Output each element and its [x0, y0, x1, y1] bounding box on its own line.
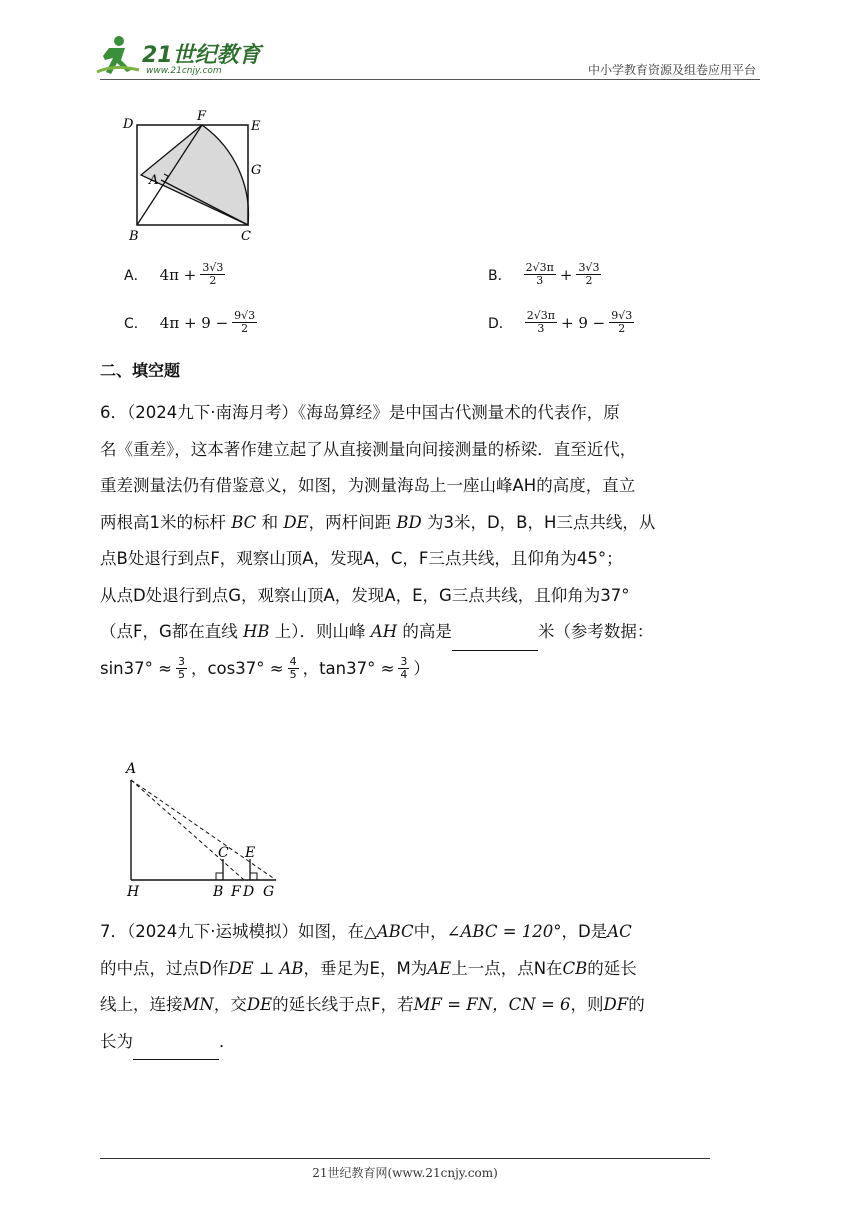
- math-ABC: ABC: [376, 922, 414, 941]
- text: 的延长线于点F，若: [272, 995, 414, 1014]
- denominator: 5: [289, 668, 297, 682]
- label-G: G: [251, 163, 262, 178]
- text: 上一点，点N在: [451, 958, 563, 978]
- denominator: 2: [585, 274, 593, 288]
- text: ，两杆间距: [308, 512, 392, 532]
- denominator: 4: [400, 668, 408, 682]
- q6-line-8: [100, 651, 762, 688]
- q7-line-1: [100, 914, 762, 951]
- option-label: D．: [488, 315, 513, 332]
- fraction-tan: [398, 656, 409, 681]
- q7-line-4: [100, 1024, 762, 1061]
- option-c-expr: [160, 310, 257, 335]
- option-d-expr: [525, 310, 634, 335]
- text: （点F，G都在直线: [100, 622, 238, 641]
- text: sin37° ≈: [100, 658, 172, 678]
- math-DE-perp-AB: DE ⊥ AB: [228, 958, 304, 978]
- math-angle-ABC: ∠ABC = 120°: [446, 922, 562, 941]
- q6-line-6: 从点D处退行到点G，观察山顶A，发现A，E，G三点共线，且仰角为37°: [100, 585, 630, 605]
- label-A: A: [149, 173, 159, 188]
- expr-lead: 4π + 9 −: [159, 313, 229, 332]
- text: ，tan37° ≈: [302, 658, 395, 678]
- text: ，垂足为E，M为: [303, 958, 428, 978]
- fraction-sin: [176, 656, 187, 681]
- denominator: 2: [241, 322, 249, 336]
- q6-line-3: 重差测量法仍有借鉴意义，如图，为测量海岛上一座山峰AH的高度，直立: [100, 476, 636, 495]
- math-AH: AH: [370, 622, 398, 641]
- numerator: 2√3π: [525, 261, 554, 274]
- fraction: [232, 310, 257, 335]
- numerator: 3√3: [578, 261, 600, 274]
- page-header: [0, 0, 860, 90]
- right-angle-D: [250, 873, 257, 880]
- logo-text: 21世纪教育: [142, 43, 261, 68]
- label-G: G: [263, 884, 275, 900]
- q7-line-3: [100, 987, 762, 1024]
- label-E: E: [251, 119, 261, 134]
- text: 米（参考数据：: [537, 622, 654, 641]
- text: 和: [261, 512, 279, 532]
- expr-operator: +: [559, 265, 573, 284]
- math-DF: DF: [603, 995, 629, 1014]
- text: 的: [628, 995, 645, 1014]
- q6-line-5: 点B处退行到点F，观察山顶A，发现A，C，F三点共线，且仰角为45°；: [100, 549, 623, 568]
- label-B: B: [129, 229, 139, 244]
- text: ．: [219, 1031, 236, 1051]
- text: 的中点，过点D作: [100, 958, 229, 978]
- denominator: 2: [209, 274, 217, 288]
- right-angle-B: [216, 873, 223, 880]
- label-F: F: [231, 884, 241, 900]
- text: 两根高1米的标杆: [100, 512, 226, 532]
- label-F: F: [197, 109, 207, 124]
- label-B: B: [213, 884, 224, 900]
- denominator: 3: [537, 322, 545, 336]
- question-6: [100, 395, 762, 687]
- denominator: 2: [618, 322, 626, 336]
- fraction: [576, 262, 601, 287]
- header-platform-text: 中小学教育资源及组卷应用平台: [587, 63, 756, 77]
- fraction-cos: [288, 656, 299, 681]
- numerator: 4: [289, 655, 297, 669]
- math-BD: BD: [396, 512, 422, 532]
- option-b-expr: [524, 262, 602, 287]
- expr-lead: 4π +: [159, 265, 197, 284]
- header-divider: [100, 79, 760, 80]
- text: 长为: [100, 1031, 133, 1051]
- footer-divider: [100, 1158, 710, 1159]
- figure-island-measurement: [118, 758, 288, 900]
- label-D: D: [243, 884, 255, 900]
- q6-line-4: [100, 505, 762, 542]
- label-C: C: [241, 229, 251, 244]
- fraction: [609, 310, 634, 335]
- fraction: [524, 262, 556, 287]
- math-MN: MN: [182, 995, 214, 1014]
- section-title: 二、填空题: [100, 361, 181, 380]
- text: 的高是: [402, 622, 452, 641]
- q7-line-2: [100, 951, 762, 988]
- option-label: C．: [124, 315, 148, 332]
- math-DE: DE: [283, 512, 309, 532]
- q6-line-7: [100, 614, 762, 651]
- math-CB: CB: [562, 958, 588, 978]
- math-AE: AE: [427, 958, 452, 978]
- sightline-AF: [131, 780, 244, 880]
- label-D: D: [123, 117, 134, 132]
- text: 为3米，D，B，H三点共线，从: [426, 512, 656, 532]
- fraction: [525, 310, 557, 335]
- answer-blank[interactable]: [133, 1041, 219, 1060]
- option-label: B．: [488, 267, 512, 284]
- text: 的延长: [587, 958, 637, 978]
- option-a-expr: [160, 262, 226, 287]
- q6-line-2: 名《重差》，这本著作建立起了从直接测量向间接测量的桥梁．直至近代，: [100, 439, 637, 459]
- option-d[interactable]: [488, 310, 634, 335]
- math-MF-FN: MF = FN，CN = 6: [413, 995, 571, 1014]
- sightline-AG: [131, 780, 276, 880]
- text: ，D是: [561, 922, 608, 941]
- text: ，cos37° ≈: [190, 658, 284, 678]
- label-E: E: [245, 845, 256, 861]
- text: ，交: [213, 995, 247, 1014]
- numerator: 9√3: [234, 309, 256, 322]
- numerator: 3√3: [202, 261, 224, 274]
- label-H: H: [127, 884, 140, 900]
- question-7: [100, 914, 762, 1060]
- numerator: 3: [177, 655, 185, 669]
- text: 中，: [413, 922, 447, 941]
- option-label: A．: [124, 267, 148, 284]
- numerator: 3: [400, 655, 408, 669]
- figure-square-sector: [115, 108, 275, 248]
- math-HB: HB: [243, 622, 270, 641]
- footer-text: 21世纪教育网(www.21cnjy.com): [312, 1166, 498, 1180]
- answer-blank[interactable]: [452, 632, 538, 651]
- text: ）: [413, 658, 430, 678]
- text: 线上，连接: [100, 995, 183, 1014]
- denominator: 3: [536, 274, 544, 288]
- numerator: 2√3π: [526, 309, 556, 322]
- label-A: A: [126, 761, 137, 777]
- math-DE: DE: [246, 995, 273, 1014]
- text: 上）．则山峰: [274, 622, 366, 641]
- option-a[interactable]: [124, 262, 225, 287]
- logo-url: www.21cnjy.com: [146, 66, 222, 76]
- label-C: C: [218, 845, 229, 861]
- option-c[interactable]: [124, 310, 257, 335]
- text: 7．（2024九下·运城模拟）如图，在△: [100, 922, 377, 941]
- math-AC: AC: [607, 922, 632, 941]
- q6-line-1: 6．（2024九下·南海月考）《海岛算经》是中国古代测量术的代表作，原: [100, 403, 620, 422]
- text: ，则: [570, 995, 604, 1014]
- fraction: [200, 262, 225, 287]
- expr-operator: + 9 −: [561, 313, 606, 332]
- option-b[interactable]: [488, 262, 601, 287]
- denominator: 5: [177, 668, 185, 682]
- numerator: 9√3: [611, 309, 633, 322]
- math-BC: BC: [231, 512, 257, 532]
